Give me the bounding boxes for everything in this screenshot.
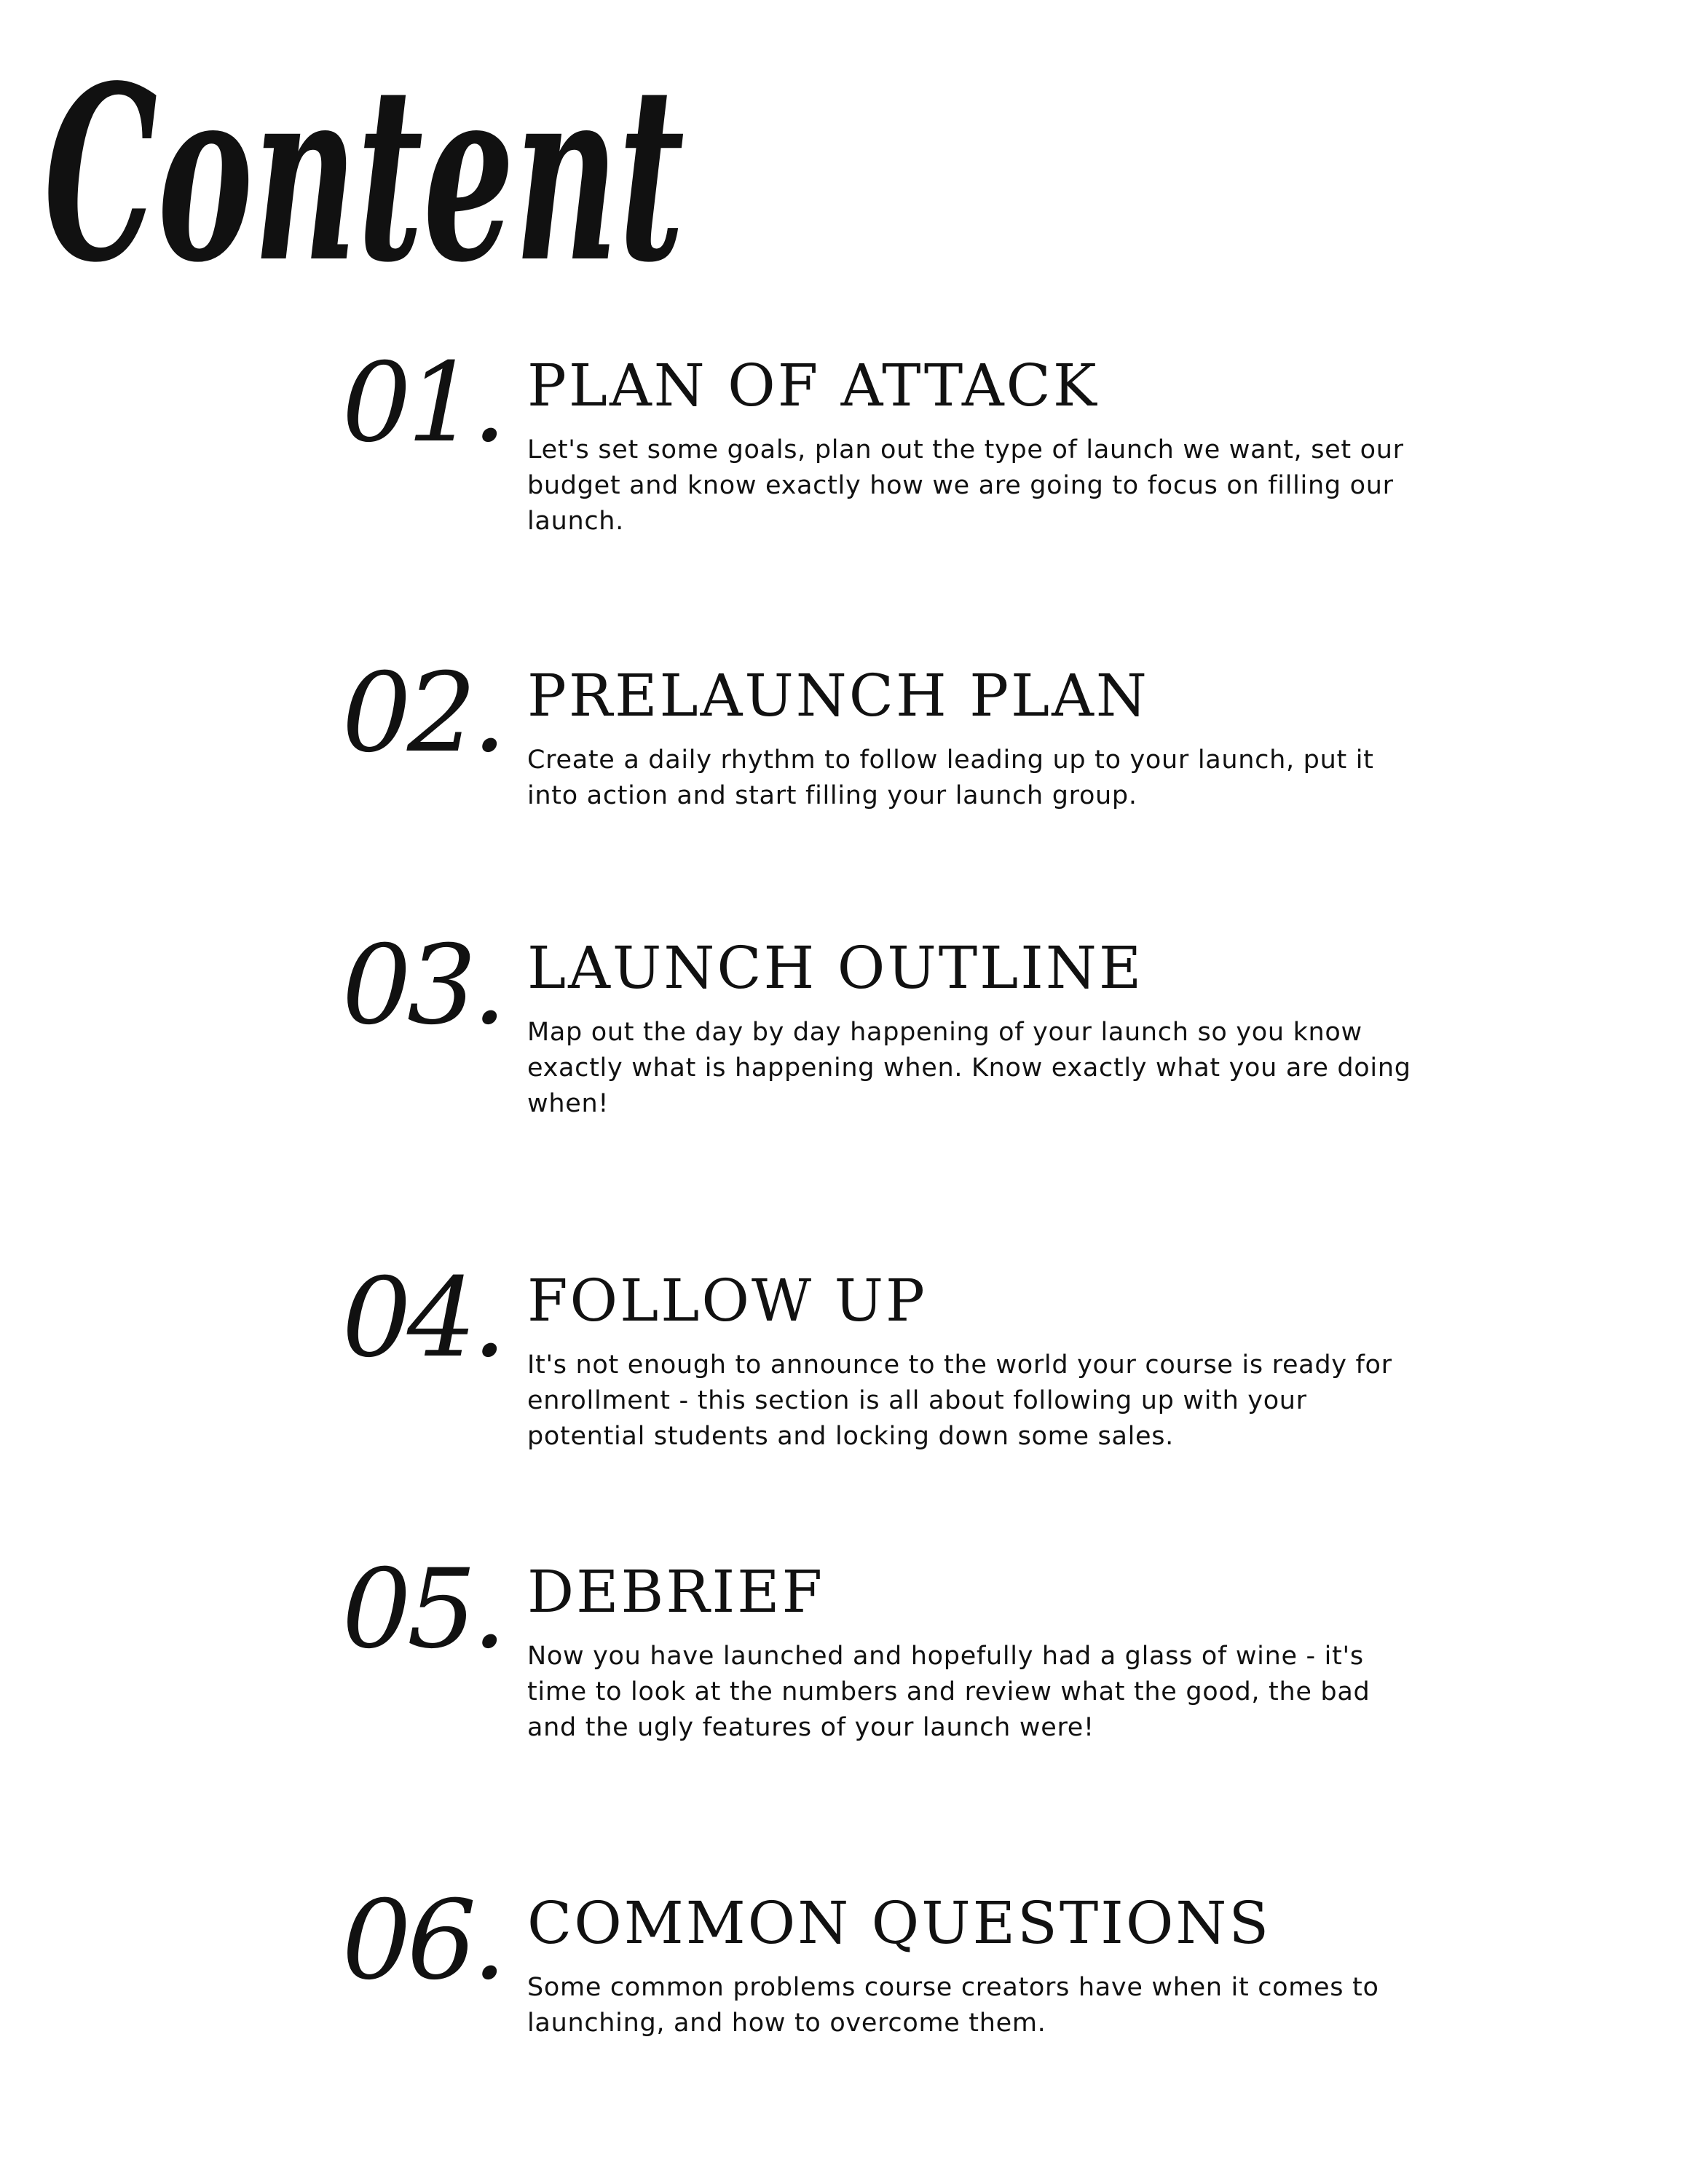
section-number xyxy=(342,1255,510,1382)
section-description: Map out the day by day happening of your launch so you know exactly what is happening when. Know exactly what you are doing when! xyxy=(527,1018,1411,1118)
section-number-text: 02. xyxy=(342,650,502,777)
section-number-text: 05. xyxy=(342,1546,502,1673)
section-number-text: 06. xyxy=(342,1878,502,2004)
section-number xyxy=(342,340,510,467)
section-number-text: 01. xyxy=(342,340,502,467)
section-description: Create a daily rhythm to follow leading up to your launch, put it into action and start filling your launch group. xyxy=(527,745,1374,810)
section-number xyxy=(342,922,510,1049)
section-number xyxy=(342,1546,510,1673)
section-number-text: 03. xyxy=(342,922,502,1049)
section-heading: DEBRIEF xyxy=(527,1558,825,1626)
section-description: Some common problems course creators have when it comes to launching, and how to overcome them. xyxy=(527,1973,1379,2038)
section-number xyxy=(342,650,510,777)
section-heading: PLAN OF ATTACK xyxy=(527,352,1099,419)
page-title-text: Content xyxy=(44,33,685,315)
page-title xyxy=(36,18,706,315)
page-title-script xyxy=(36,18,706,315)
section-description: Now you have launched and hopefully had a glass of wine - it's time to look at the numbers and review what the good, the bad and the ugly features of your launch were! xyxy=(527,1642,1370,1742)
section-heading: FOLLOW UP xyxy=(527,1267,927,1334)
section-heading: PRELAUNCH PLAN xyxy=(527,662,1149,729)
section-description: Let's set some goals, plan out the type of launch we want, set our budget and know exactly how we are going to focus on filling our launch. xyxy=(527,435,1404,536)
section-number-text: 04. xyxy=(342,1255,502,1382)
section-heading: COMMON QUESTIONS xyxy=(527,1889,1271,1957)
section-description: It's not enough to announce to the world your course is ready for enrollment - this section is all about following up with your potential students and locking down some sales. xyxy=(527,1350,1392,1451)
section-number xyxy=(342,1878,510,2004)
section-heading: LAUNCH OUTLINE xyxy=(527,934,1144,1002)
